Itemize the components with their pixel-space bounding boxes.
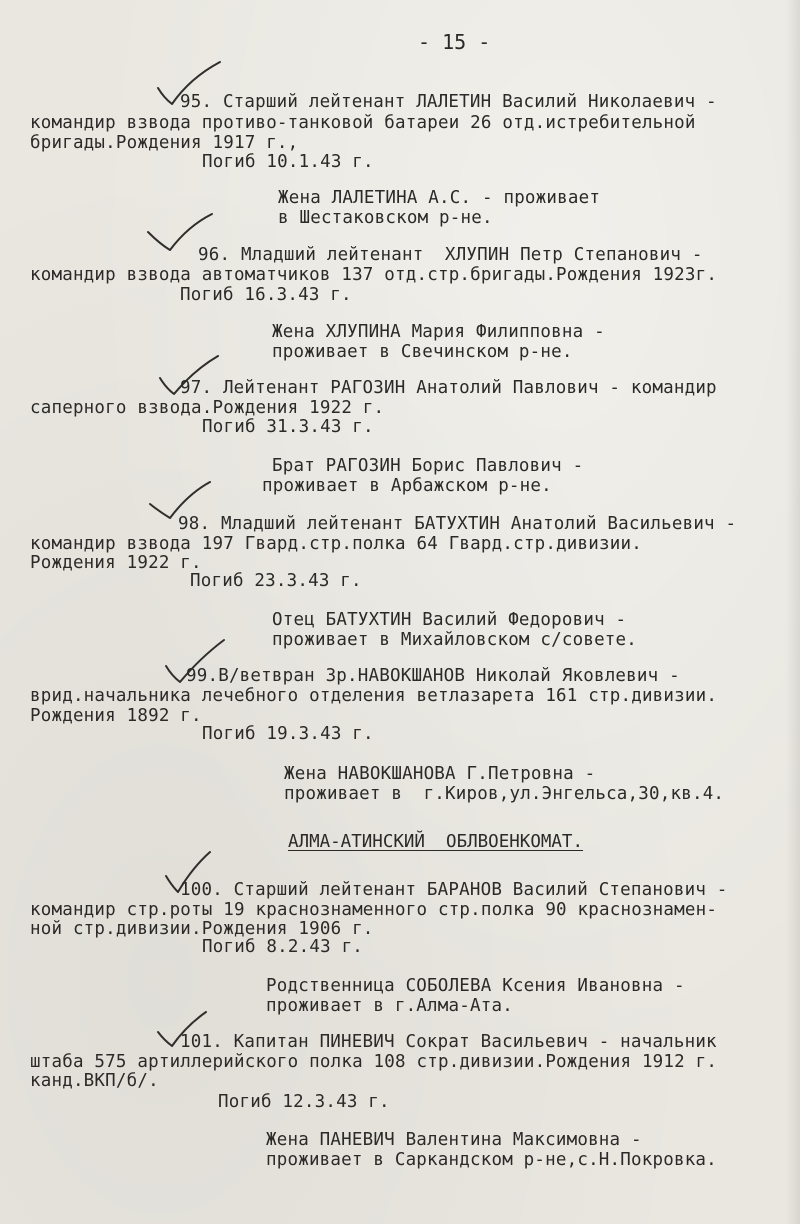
entry-96-line-2: командир взвода автоматчиков 137 отд.стр.бригады.Рождения 1923г. bbox=[30, 265, 718, 285]
entry-96-death: Погиб 16.3.43 г. bbox=[180, 285, 352, 305]
entry-98-relative-2: проживает в Михайловском с/совете. bbox=[272, 630, 638, 650]
entry-95-line-1: 95. Старший лейтенант ЛАЛЕТИН Василий Николаевич - bbox=[180, 92, 717, 112]
entry-97-relative-2: проживает в Арбажском р-не. bbox=[262, 476, 552, 496]
entry-97-death: Погиб 31.3.43 г. bbox=[202, 417, 374, 437]
entry-96-relative-1: Жена ХЛУПИНА Мария Филипповна - bbox=[272, 322, 605, 342]
entry-99-death: Погиб 19.3.43 г. bbox=[202, 724, 374, 744]
entry-100-line-3: ной стр.дивизии.Рождения 1906 г. bbox=[30, 919, 374, 939]
entry-98-relative-1: Отец БАТУХТИН Василий Федорович - bbox=[272, 610, 627, 630]
entry-101-death: Погиб 12.3.43 г. bbox=[218, 1092, 390, 1112]
entry-100-death: Погиб 8.2.43 г. bbox=[202, 937, 364, 957]
entry-97-relative-1: Брат РАГОЗИН Борис Павлович - bbox=[272, 456, 584, 476]
page-edge-shadow bbox=[786, 0, 800, 1224]
entry-95-line-2: командир взвода противо-танковой батареи 26 отд.истребительной bbox=[30, 113, 696, 133]
entry-95-relative-2: в Шестаковском р-не. bbox=[278, 208, 493, 228]
page-number: - 15 - bbox=[418, 30, 491, 54]
entry-99-line-3: Рождения 1892 г. bbox=[30, 706, 202, 726]
entry-96-line-1: 96. Младший лейтенант ХЛУПИН Петр Степанович - bbox=[198, 245, 703, 265]
entry-101-line-1: 101. Капитан ПИНЕВИЧ Сократ Васильевич - начальник bbox=[180, 1032, 717, 1052]
entry-99-line-1: 99.В/ветвран 3р.НАВОКШАНОВ Николай Яковлевич - bbox=[186, 666, 680, 686]
entry-100-relative-1: Родственница СОБОЛЕВА Ксения Ивановна - bbox=[266, 976, 685, 996]
entry-99-relative-2: проживает в г.Киров,ул.Энгельса,30,кв.4. bbox=[284, 784, 725, 804]
entry-97-line-2: саперного взвода.Рождения 1922 г. bbox=[30, 398, 385, 418]
entry-101-line-3: канд.ВКП/б/. bbox=[30, 1071, 159, 1091]
entry-101-line-2: штаба 575 артиллерийского полка 108 стр.дивизии.Рождения 1912 г. bbox=[30, 1052, 718, 1072]
entry-100-line-1: 100. Старший лейтенант БАРАНОВ Василий Степанович - bbox=[180, 880, 728, 900]
entry-95-line-3: бригады.Рождения 1917 г., bbox=[30, 133, 299, 153]
entry-99-line-2: врид.начальника лечебного отделения ветлазарета 161 стр.дивизии. bbox=[30, 686, 718, 706]
entry-98-line-3: Рождения 1922 г. bbox=[30, 553, 202, 573]
entry-98-death: Погиб 23.3.43 г. bbox=[190, 571, 362, 591]
entry-101-relative-1: Жена ПАНЕВИЧ Валентина Максимовна - bbox=[266, 1130, 642, 1150]
entry-100-line-2: командир стр.роты 19 краснознаменного стр.полка 90 краснознамен- bbox=[30, 900, 718, 920]
entry-98-line-2: командир взвода 197 Гвард.стр.полка 64 Гвард.стр.дивизии. bbox=[30, 534, 642, 554]
entry-95-death: Погиб 10.1.43 г. bbox=[202, 152, 374, 172]
entry-99-relative-1: Жена НАВОКШАНОВА Г.Петровна - bbox=[284, 764, 596, 784]
entry-100-relative-2: проживает в г.Алма-Ата. bbox=[266, 996, 513, 1016]
entry-95-relative-1: Жена ЛАЛЕТИНА А.С. - проживает bbox=[278, 188, 601, 208]
entry-101-relative-2: проживает в Саркандском р-не,с.Н.Покровка. bbox=[266, 1150, 717, 1170]
section-heading: АЛМА-АТИНСКИЙ ОБЛВОЕНКОМАТ. bbox=[288, 832, 584, 852]
entry-97-line-1: 97. Лейтенант РАГОЗИН Анатолий Павлович - командир bbox=[180, 378, 717, 398]
entry-98-line-1: 98. Младший лейтенант БАТУХТИН Анатолий Васильевич - bbox=[178, 514, 737, 534]
entry-96-relative-2: проживает в Свечинском р-не. bbox=[272, 342, 573, 362]
